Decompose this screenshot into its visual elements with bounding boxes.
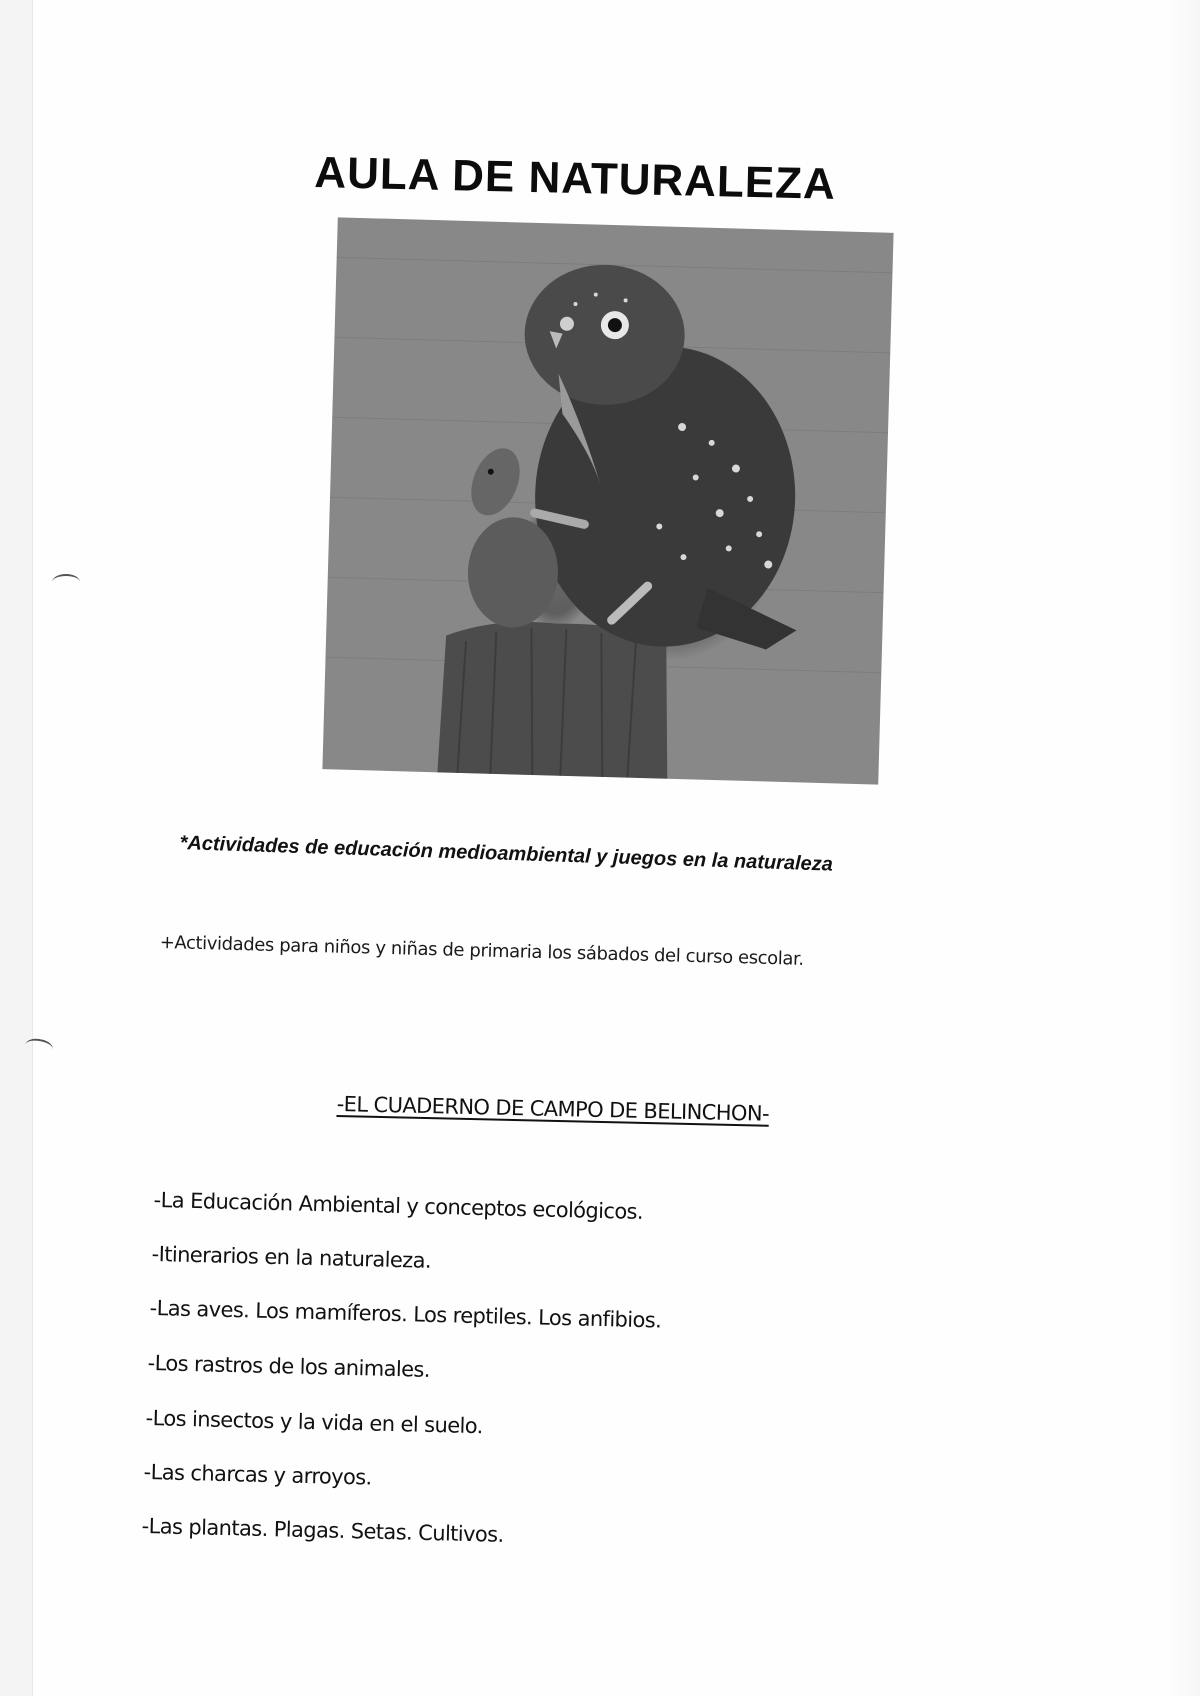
scan-edge-shadow — [1171, 0, 1200, 1696]
topic-item: -Las aves. Los mamíferos. Los reptiles. Los anfibios. — [149, 1296, 662, 1333]
punch-hole-mark-top — [52, 574, 80, 590]
topic-item: -La Educación Ambiental y conceptos ecológicos. — [153, 1188, 644, 1224]
topic-item: -Las plantas. Plagas. Setas. Cultivos. — [141, 1514, 504, 1547]
document-title: AULA DE NATURALEZA — [313, 148, 837, 209]
owl-photo — [322, 217, 893, 784]
section-heading: -EL CUADERNO DE CAMPO DE BELINCHON- — [336, 1092, 770, 1126]
topic-item: -Las charcas y arroyos. — [143, 1460, 372, 1490]
topic-item: -Los rastros de los animales. — [147, 1351, 431, 1382]
primary-activities-text: +Actividades para niños y niñas de primaria los sábados del curso escolar. — [159, 932, 804, 970]
topic-item: -Los insectos y la vida en el suelo. — [145, 1406, 484, 1439]
owl-illustration-icon — [322, 217, 893, 784]
topic-item: -Itinerarios en la naturaleza. — [151, 1242, 432, 1273]
activities-subtitle: *Actividades de educación medioambiental y juegos en la naturaleza — [179, 832, 834, 876]
